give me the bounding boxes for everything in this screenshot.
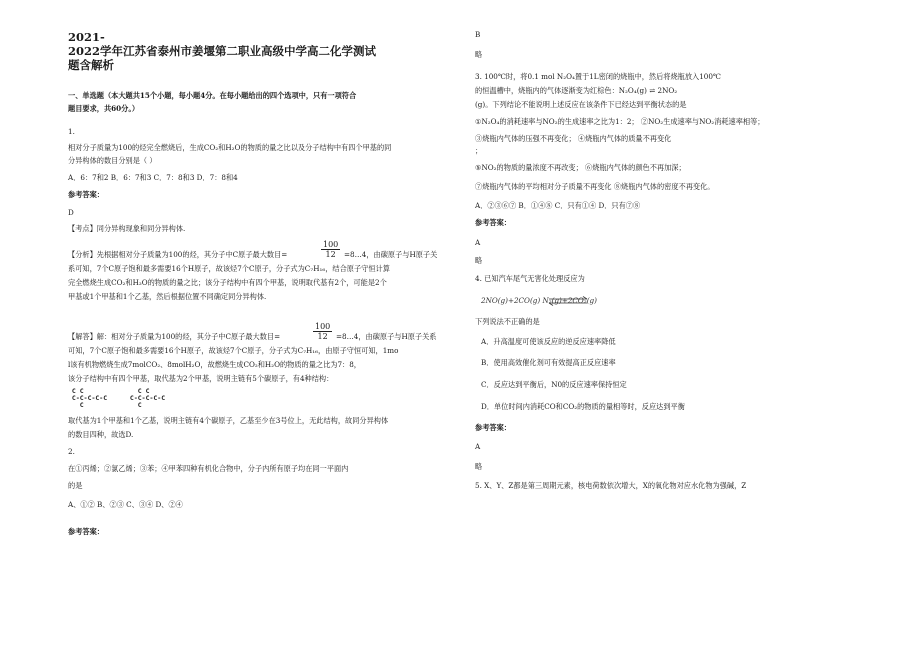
q4-sub: 下列说法不正确的是	[475, 317, 540, 326]
q3-item-4: ⑤NO₂的物质的量浓度不再改变； ⑥烧瓶内气体的颜色不再加深；	[475, 163, 686, 172]
q4-option-d: D．单位时间内消耗CO和CO₂的物质的量相等时，反应达到平衡	[481, 402, 685, 411]
fraction-1	[321, 240, 340, 259]
q2-options: A、①② B、②③ C、③④ D、②④	[68, 500, 183, 509]
q4-lue: 略	[475, 462, 483, 471]
q3-lue: 略	[475, 256, 483, 265]
molecule-structure-1: C C C-C-C-C-C C	[71, 387, 108, 409]
q1-tail-1: 取代基为1个甲基和1个乙基，说明主链有4个碳原子，乙基至少在3号位上，无此结构，故同分异构体	[68, 416, 389, 425]
q1-stem-1: 相对分子质量为100的烃完全燃烧后，生成CO₂和H₂O的物质的量之比以及分子结构中有四个甲基的同	[68, 143, 392, 152]
q4-option-c: C．反应达到平衡后，N0的反应速率保持恒定	[481, 380, 627, 389]
doc-title-line-1: 2021-	[68, 30, 105, 44]
q4-answer: A	[475, 442, 481, 451]
q1-number: 1.	[68, 127, 75, 136]
q3-stem-3: (g)。下列结论不能说明上述反应在该条件下已经达到平衡状态的是	[475, 100, 687, 109]
equilibrium-arrow-icon	[547, 296, 591, 306]
q2-answer: B	[475, 30, 481, 39]
q3-item-5: ⑦烧瓶内气体的平均相对分子质量不再变化 ⑧烧瓶内气体的密度不再变化。	[475, 182, 715, 191]
doc-title-line-3: 题含解析	[68, 58, 114, 72]
q3-item-3: ；	[475, 146, 483, 155]
section-heading-2: 题目要求，共60分。）	[68, 104, 140, 113]
q1-jieda-2: 可知，7个C原子饱和最多需要16个H原子，故该烃7个C原子，分子式为C₇H₁₆，由原子守恒可知，1mo	[68, 346, 399, 355]
q1-fenxi-1a: 【分析】先根据相对分子质量为100的烃，其分子中C原子最大数目=	[68, 250, 288, 259]
q3-item-1: ①N₂O₄的消耗速率与NO₂的生成速率之比为1：2； ②NO₂生成速率与NO₂消耗速率相等；	[475, 117, 765, 126]
q1-fenxi-3: 完全燃烧生成CO₂和H₂O的物质的量之比；该分子结构中有四个甲基，说明取代基有2个，可能是2个	[68, 278, 387, 287]
q2-stem-2: 的是	[68, 481, 83, 490]
q1-answer-label: 参考答案：	[68, 190, 104, 199]
q1-kaodian: 【考点】同分异构现象和同分异构体.	[68, 224, 186, 233]
q1-fenxi-4: 甲基或1个甲基和1个乙基，然后根据位置不同确定同分异构体.	[68, 292, 267, 301]
q4-stem: 4. 已知汽车尾气无害化处理反应为	[475, 274, 585, 283]
q1-fenxi-2: 系可知，7个C原子饱和最多需要16个H原子，故该烃7个C原子，分子式为C₇H₁₆，结合原子守恒计算	[68, 264, 390, 273]
q4-option-b: B．使用高效催化剂可有效提高正反应速率	[481, 358, 616, 367]
q1-answer: D	[68, 208, 74, 217]
q4-option-a: A．升高温度可使该反应的逆反应速率降低	[481, 337, 616, 346]
q2-number: 2.	[68, 447, 75, 456]
q1-options: A．6：7和2 B．6：7和3 C．7：8和3 D．7：8和4	[68, 173, 238, 182]
fraction-2	[313, 322, 332, 341]
q1-jieda-1b: =8…4，由碳原子与H原子关系	[336, 332, 437, 341]
q2-answer-label: 参考答案：	[68, 527, 104, 536]
q1-jieda-3: l该有机物燃烧生成7molCO₂、8molH₂O，故燃烧生成CO₂和H₂O的物质的量之比为7：8，	[68, 360, 361, 369]
fraction-1-numerator: 100	[323, 240, 339, 249]
q3-stem-1: 3. 100℃时，将0.1 mol N₂O₄置于1L密闭的烧瓶中，然后将烧瓶放入100℃	[475, 72, 721, 81]
q3-item-2: ③烧瓶内气体的压强不再变化； ④烧瓶内气体的质量不再变化	[475, 134, 672, 143]
q4-answer-label: 参考答案：	[475, 423, 511, 432]
q5-stem: 5. X、Y、Z都是第三周期元素，核电荷数依次增大，X的氧化物对应水化物为强碱，Z	[475, 481, 747, 490]
doc-title-line-2: 2022学年江苏省泰州市姜堰第二职业高级中学高二化学测试	[68, 44, 377, 58]
fraction-2-denominator: 12	[317, 332, 328, 341]
q1-jieda-1a: 【解答】解：相对分子质量为100的烃，其分子中C原子最大数目=	[68, 332, 281, 341]
fraction-1-denominator: 12	[325, 250, 336, 259]
q3-options: A．②③⑥⑦ B．①④⑧ C．只有①④ D．只有⑦⑧	[475, 201, 641, 210]
q3-answer-label: 参考答案：	[475, 218, 511, 227]
q1-fenxi-1b: =8…4，由碳原子与H原子关	[344, 250, 438, 259]
q1-jieda-4: 该分子结构中有四个甲基，取代基为2个甲基，说明主链有5个碳原子，有4种结构：	[68, 374, 334, 383]
section-heading-1: 一、单选题（本大题共15个小题，每小题4分。在每小题给出的四个选项中，只有一项符合	[68, 91, 357, 100]
fraction-2-numerator: 100	[315, 322, 331, 331]
q1-tail-2: 的数目四种，故选D.	[68, 430, 134, 439]
q4-equation: 2NO(g)+2CO(g) N₂(g)+2CO₂(g)	[481, 296, 597, 305]
q1-stem-2: 分异构体的数目分别是（ ）	[68, 156, 157, 165]
q2-lue: 略	[475, 50, 483, 59]
molecule-structure-2: C C C-C-C-C-C C	[129, 387, 166, 409]
q3-answer: A	[475, 238, 481, 247]
q3-stem-2: 的恒温槽中，烧瓶内的气体逐渐变为红棕色：N₂O₄(g) ⇌ 2NO₂	[475, 86, 678, 95]
q2-stem-1: 在①丙烯；②氯乙烯；③苯；④甲苯四种有机化合物中，分子内所有原子均在同一平面内	[68, 464, 349, 473]
